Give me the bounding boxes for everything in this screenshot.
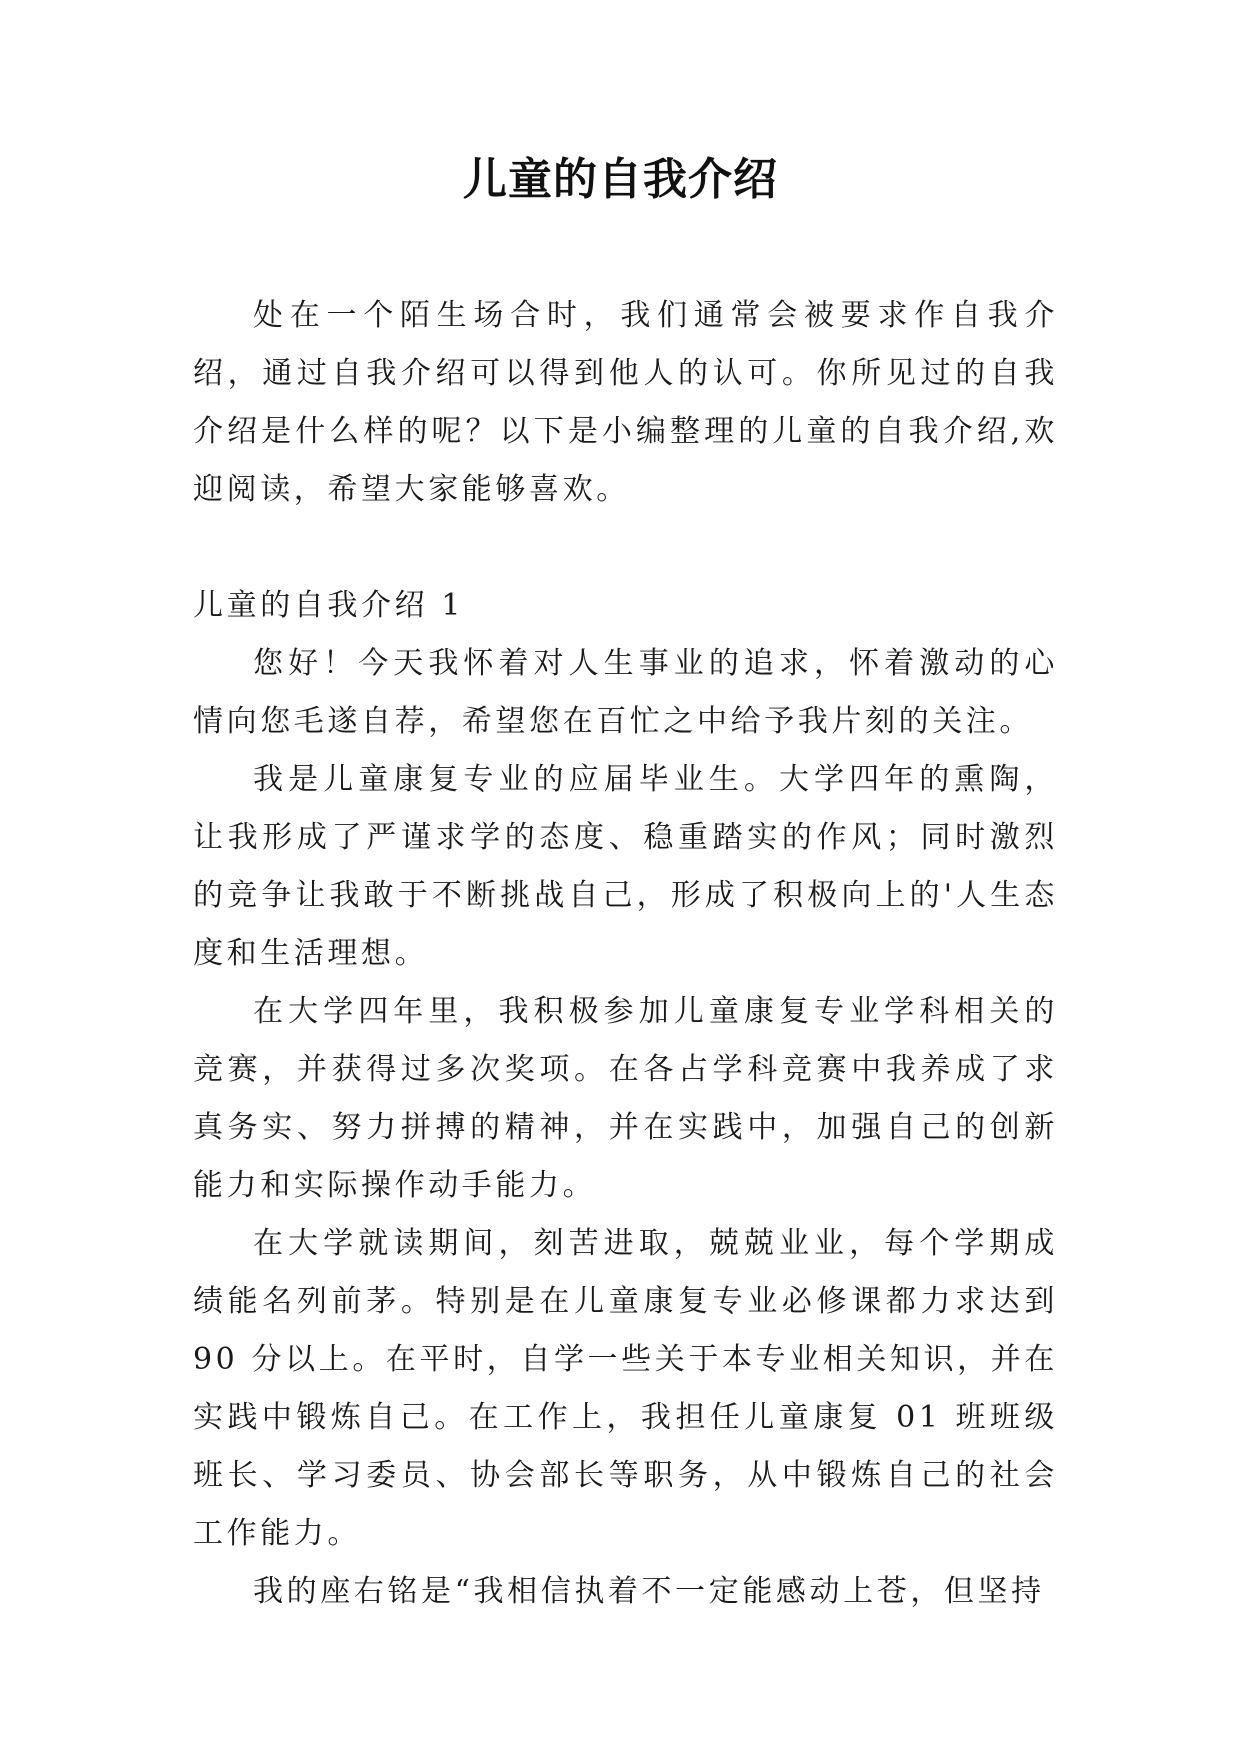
document-body — [193, 287, 1058, 1621]
paragraph-spacer — [193, 519, 1058, 577]
body-paragraph-4: 在大学就读期间，刻苦进取，兢兢业业，每个学期成绩能名列前茅。特别是在儿童康复专业必修课都力求达到 90 分以上。在平时，自学一些关于本专业相关知识，并在实践中锻炼自己。在工作上，我担任儿童康复 01 班班级班长、学习委员、协会部长等职务，从中锻炼自己的社会工作能力。 — [193, 1226, 1058, 1551]
body-paragraph-5: 我的座右铭是“我相信执着不一定能感动上苍，但坚持 — [253, 1574, 1045, 1609]
body-paragraph-1: 您好！今天我怀着对人生事业的追求，怀着激动的心情向您毛遂自荐，希望您在百忙之中给予我片刻的关注。 — [193, 646, 1058, 739]
body-paragraph-3: 在大学四年里，我积极参加儿童康复专业学科相关的竞赛，并获得过多次奖项。在各占学科竞赛中我养成了求真务实、努力拼搏的精神，并在实践中，加强自己的创新能力和实际操作动手能力。 — [193, 994, 1058, 1203]
intro-paragraph: 处在一个陌生场合时，我们通常会被要求作自我介绍，通过自我介绍可以得到他人的认可。你所见过的自我介绍是什么样的呢？以下是小编整理的儿童的自我介绍,欢迎阅读，希望大家能够喜欢。 — [193, 298, 1058, 507]
body-paragraph-2: 我是儿童康复专业的应届毕业生。大学四年的熏陶，让我形成了严谨求学的态度、稳重踏实的作风；同时激烈的竞争让我敢于不断挑战自己，形成了积极向上的'人生态度和生活理想。 — [193, 762, 1058, 971]
section-heading: 儿童的自我介绍 1 — [193, 588, 465, 623]
document-title: 儿童的自我介绍 — [463, 154, 778, 205]
